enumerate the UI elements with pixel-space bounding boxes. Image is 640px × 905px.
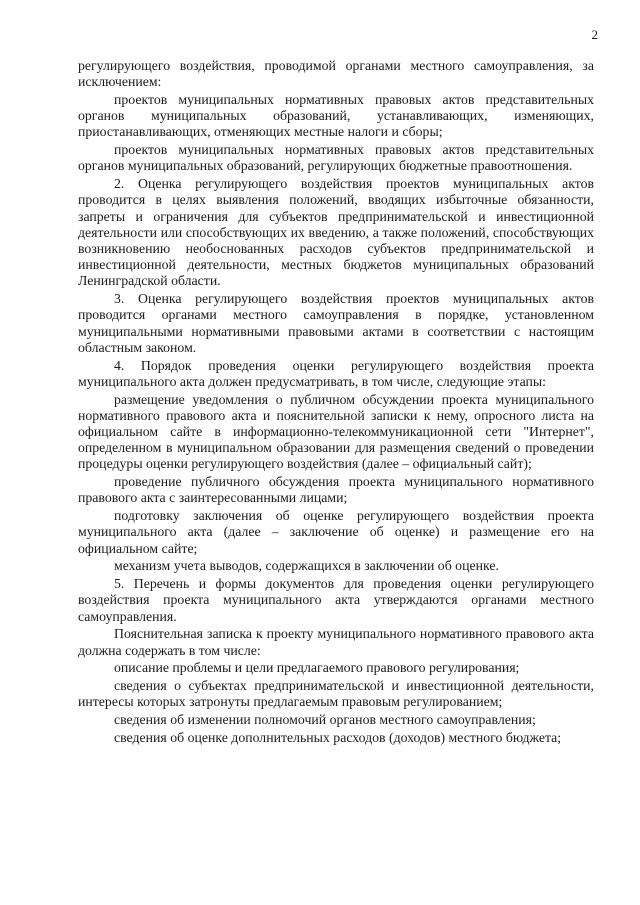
paragraph: сведения об изменении полномочий органов местного самоуправления; [114,712,536,728]
paragraph: проектов муниципальных нормативных правовых актов представительных органов муниципальных образований, регулирующих бюджетные правоотношения. [78,142,594,174]
paragraph: Пояснительная записка к проекту муниципального нормативного правового акта должна содержать в том числе: [78,626,594,658]
paragraph: подготовку заключения об оценке регулирующего воздействия проекта муниципального акта (далее – заключение об оценке) и размещение его на официальном сайте; [78,508,594,556]
paragraph: 3. Оценка регулирующего воздействия проектов муниципальных актов проводится органами местного самоуправления в порядке, установленном муниципальными нормативными правовыми актами в соответствии с настоящим областным законом. [78,291,594,355]
paragraph: проведение публичного обсуждения проекта муниципального нормативного правового акта с заинтересованными лицами; [78,474,594,506]
paragraph: размещение уведомления о публичном обсуждении проекта муниципального нормативного правового акта и пояснительной записки к нему, опросного листа на официальном сайте в информационно-телекоммуникационной сети "Интернет", определенном в муниципальном образовании для размещения сведений о проведении процедуры оценки регулирующего воздействия (далее – официальный сайт); [78,391,594,472]
paragraph: сведения о субъектах предпринимательской и инвестиционной деятельности, интересы которых затронуты предлагаемым правовым регулированием; [78,678,594,710]
paragraph: описание проблемы и цели предлагаемого правового регулирования; [114,660,520,676]
paragraph: 2. Оценка регулирующего воздействия проектов муниципальных актов проводится в целях выявления положений, вводящих избыточные обязанности, запреты и ограничения для субъектов предпринимательской и инвестиционной деятельности или способствующих их введению, а также положений, способствующих возникновению необоснованных расходов субъектов предпринимательской и инвестиционной деятельности, местных бюджетов муниципальных образований Ленинградской области. [78,176,594,289]
paragraph: 5. Перечень и формы документов для проведения оценки регулирующего воздействия проекта муниципального акта утверждаются органами местного самоуправления. [78,576,594,624]
paragraph: проектов муниципальных нормативных правовых актов представительных органов муниципальных образований, устанавливающих, изменяющих, приостанавливающих, отменяющих местные налоги и сборы; [78,92,594,140]
page-number: 2 [591,27,598,42]
paragraph: регулирующего воздействия, проводимой органами местного самоуправления, за исключением: [78,58,594,90]
paragraph: механизм учета выводов, содержащихся в заключении об оценке. [114,558,499,574]
paragraph: сведения об оценке дополнительных расходов (доходов) местного бюджета; [114,730,562,746]
paragraph: 4. Порядок проведения оценки регулирующего воздействия проекта муниципального акта должен предусматривать, в том числе, следующие этапы: [78,357,594,389]
document-body [78,58,594,748]
